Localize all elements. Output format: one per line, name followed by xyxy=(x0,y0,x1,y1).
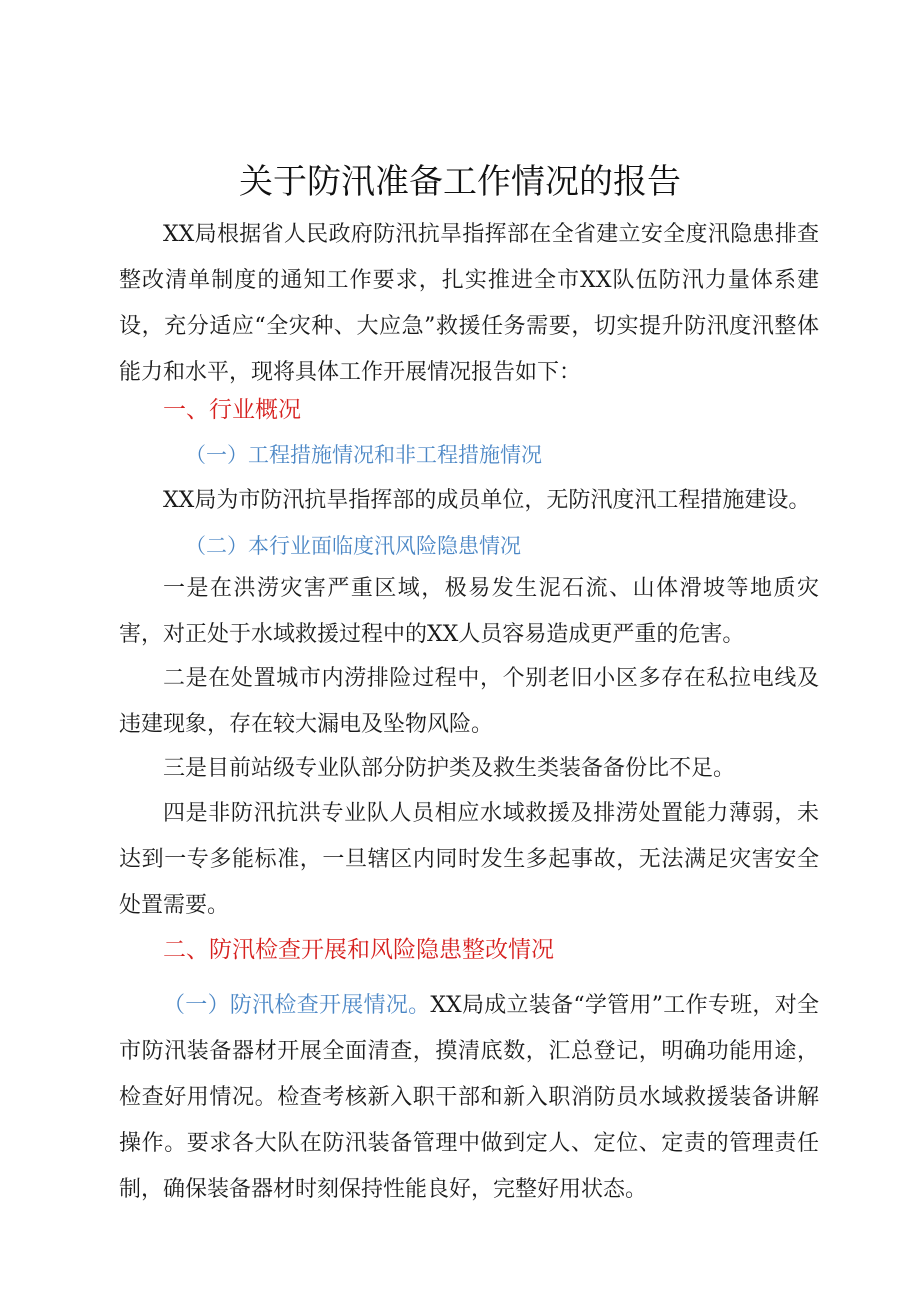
section1-sub1-heading: （一）工程措施情况和非工程措施情况 xyxy=(185,443,542,467)
section1-sub2-heading: （二）本行业面临度汛风险隐患情况 xyxy=(185,534,521,558)
risk-item: 一是在洪涝灾害严重区域，极易发生泥石流、山体滑坡等地质灾害，对正处于水域救援过程中的XX人员容易造成更严重的危害。 xyxy=(119,576,819,647)
section1-heading: 一、行业概况 xyxy=(163,397,301,423)
intro-paragraph: XX局根据省人民政府防汛抗旱指挥部在全省建立安全度汛隐患排查整改清单制度的通知工作要求，扎实推进全市XX队伍防汛力量体系建设，充分适应“全灾种、大应急”救援任务需要，切实提升防汛度汛整体能力和水平，现将具体工作开展情况报告如下： xyxy=(119,222,819,385)
section2-sub1-lead: （一）防汛检查开展情况。 xyxy=(163,993,431,1018)
risk-item: 四是非防汛抗洪专业队人员相应水域救援及排涝处置能力薄弱，未达到一专多能标准，一旦辖区内同时发生多起事故，无法满足灾害安全处置需要。 xyxy=(119,801,819,918)
risk-item: 二是在处置城市内涝排险过程中，个别老旧小区多存在私拉电线及违建现象，存在较大漏电及坠物风险。 xyxy=(119,666,819,737)
section2-sub1-text: XX局成立装备“学管用”工作专班，对全市防汛装备器材开展全面清查，摸清底数，汇总登记，明确功能用途，检查好用情况。检查考核新入职干部和新入职消防员水域救援装备讲解操作。要求各大队在防汛装备管理中做到定人、定位、定责的管理责任制，确保装备器材时刻保持性能良好，完整好用状态。 xyxy=(119,993,819,1202)
risk-item: 三是目前站级专业队部分防护类及救生类装备备份比不足。 xyxy=(163,756,736,781)
document-title: 关于防汛准备工作情况的报告 xyxy=(239,162,681,202)
section2-sub1-paragraph xyxy=(119,983,819,1213)
section1-sub1-text: XX局为市防汛抗旱指挥部的成员单位，无防汛度汛工程措施建设。 xyxy=(163,488,811,513)
section2-heading: 二、防汛检查开展和风险隐患整改情况 xyxy=(163,937,554,963)
